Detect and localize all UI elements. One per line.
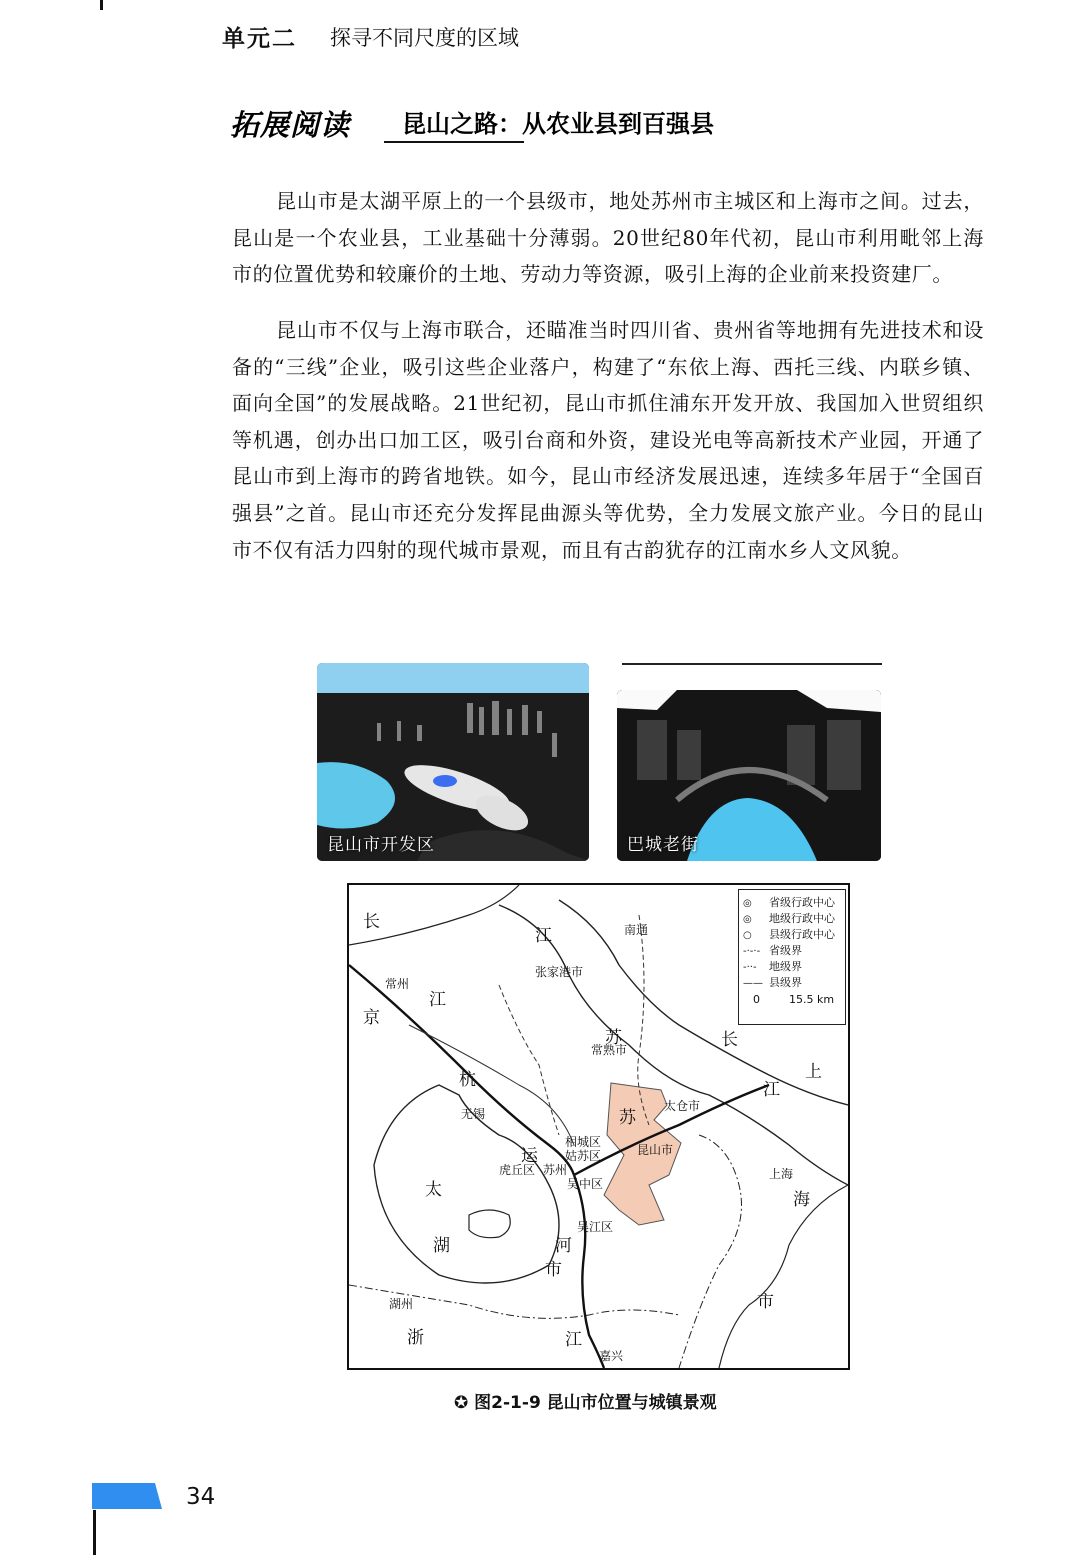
city-label: 上海 (769, 1167, 794, 1181)
scale-distance: 15.5 km (789, 993, 835, 1006)
city-label: 常州 (385, 977, 410, 991)
section-label: 拓展阅读 (230, 108, 351, 142)
photo-divider (622, 663, 882, 665)
city-label: 嘉兴 (599, 1349, 624, 1363)
map-label: 运 (521, 1146, 538, 1166)
city-label: 吴江区 (577, 1220, 614, 1234)
city-label: 姑苏区 (565, 1149, 602, 1163)
legend-item: ○ 县级行政中心 (743, 928, 835, 941)
unit-title: 探寻不同尺度的区域 (330, 26, 519, 50)
legend-item: -·-·- 省级界 (743, 944, 802, 957)
map-label: 海 (793, 1190, 810, 1210)
map-label: 湖 (433, 1236, 450, 1256)
page-bar (93, 1510, 96, 1555)
paragraph-2: 昆山市不仅与上海市联合，还瞄准当时四川省、贵州省等地拥有先进技术和设备的“三线”企业，吸引这些企业落户，构建了“东依上海、西托三线、内联乡镇、面向全国”的发展战略。21世纪初，昆山市抓住浦东开发开放、我国加入世贸组织等机遇，创办出口加工区，吸引台商和外资，建设光电等高新技术产业园，开通了昆山市到上海市的跨省地铁。如今，昆山市经济发展迅速，连续多年居于“全国百强县”之首。昆山市还充分发挥昆曲源头等优势，全力发展文旅产业。今日的昆山市不仅有活力四射的现代城市景观，而且有古韵犹存的江南水乡人文风貌。 (232, 318, 984, 562)
edge-mark (100, 0, 103, 10)
page-number: 34 (186, 1484, 216, 1510)
map-label: 江 (535, 926, 552, 946)
map-label: 江 (565, 1330, 582, 1350)
legend-item: —— 县级界 (743, 976, 802, 989)
map-label: 苏 (619, 1108, 636, 1128)
map-label: 长 (363, 912, 380, 932)
figure-caption: ✪ 图2-1-9 昆山市位置与城镇景观 (454, 1393, 717, 1413)
location-map (347, 883, 850, 1370)
city-label: 无锡 (461, 1107, 486, 1121)
map-label: 浙 (407, 1328, 424, 1348)
paragraph-1: 昆山市是太湖平原上的一个县级市，地处苏州市主城区和上海市之间。过去，昆山是一个农业县，工业基础十分薄弱。20世纪80年代初，昆山市利用毗邻上海市的位置优势和较廉价的土地、劳动力等资源，吸引上海的企业前来投资建厂。 (232, 189, 984, 287)
city-label: 相城区 (565, 1135, 602, 1149)
map-label: 京 (363, 1008, 380, 1028)
map-label: 河 (555, 1236, 572, 1256)
map-label: 市 (757, 1292, 774, 1312)
city-label: 张家港市 (535, 965, 584, 979)
unit-label: 单元二 (222, 26, 297, 52)
legend-item: ◎ 地级行政中心 (743, 912, 835, 925)
city-label: 虎丘区 (499, 1163, 536, 1177)
map-label: 上 (805, 1062, 822, 1082)
city-label: 吴中区 (567, 1177, 604, 1191)
map-label: 江 (429, 990, 446, 1010)
map-label: 苏 (605, 1028, 622, 1048)
city-label: 昆山市 (637, 1143, 674, 1157)
map-label: 江 (763, 1080, 780, 1100)
city-label: 湖州 (389, 1297, 414, 1311)
map-label: 长 (721, 1030, 738, 1050)
map-label: 市 (545, 1260, 562, 1280)
photo-caption: 巴城老街 (627, 835, 699, 855)
scale-zero: 0 (753, 993, 760, 1006)
page-tab (92, 1483, 162, 1509)
legend-item: -··- 地级界 (743, 960, 802, 973)
photo-development-zone (317, 663, 589, 861)
photo-old-street (617, 690, 881, 861)
map-label: 太 (425, 1180, 442, 1200)
legend-item: ◎ 省级行政中心 (743, 896, 835, 909)
city-label: 常熟市 (591, 1043, 628, 1057)
section-underline (384, 141, 524, 143)
city-label: 南通 (624, 923, 649, 937)
photo-caption: 昆山市开发区 (327, 835, 435, 855)
city-label: 苏州 (543, 1163, 568, 1177)
section-title: 昆山之路：从农业县到百强县 (402, 110, 714, 138)
map-label: 杭 (459, 1070, 476, 1090)
city-label: 太仓市 (664, 1099, 701, 1113)
figure-icon: ✪ (454, 1393, 475, 1413)
